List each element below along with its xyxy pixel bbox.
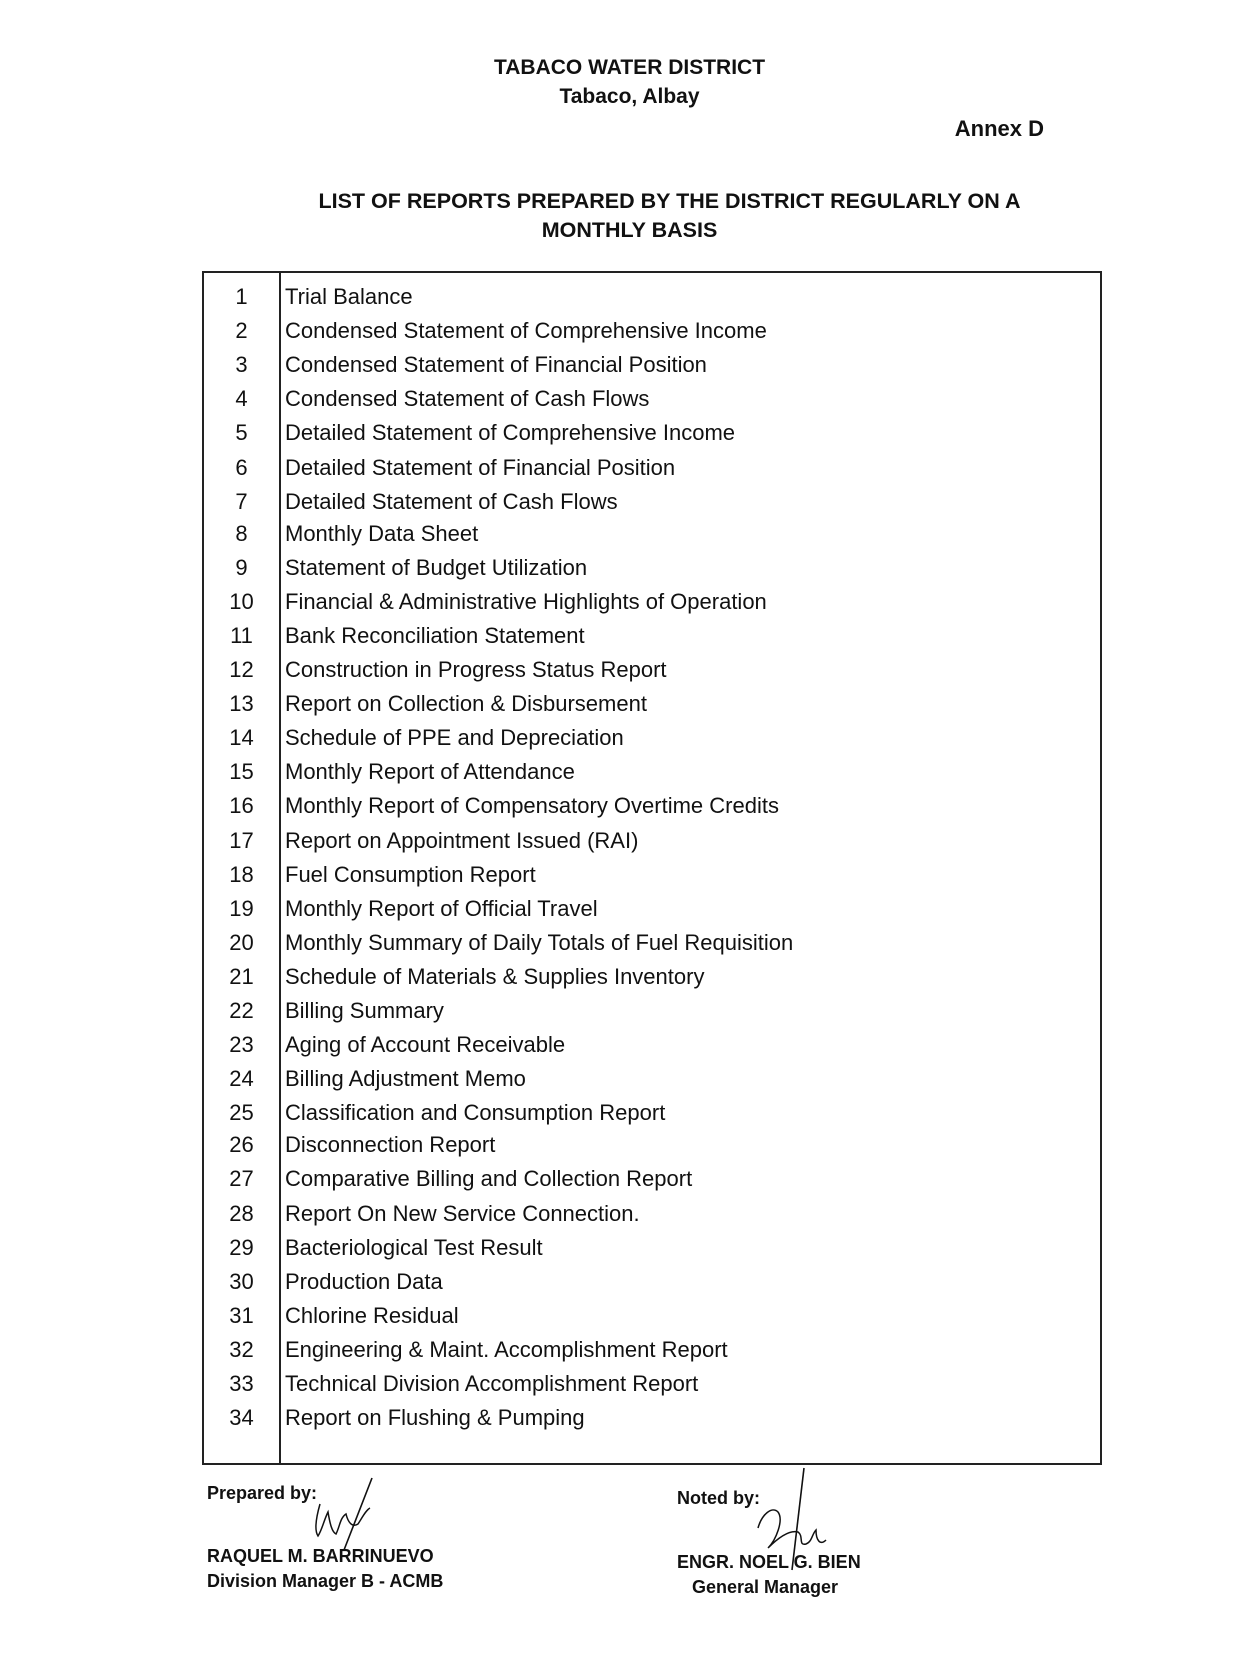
report-number: 19 [229,895,254,921]
report-number: 30 [229,1268,254,1294]
report-name: Statement of Budget Utilization [285,554,588,580]
table-row [204,1199,1100,1229]
report-name: Condensed Statement of Cash Flows [285,386,650,412]
report-number: 14 [229,725,254,751]
table-row [204,1233,1100,1263]
report-number: 11 [230,622,253,648]
report-number: 5 [235,420,248,446]
table-row [204,1301,1100,1331]
table-row [204,928,1100,958]
report-number: 24 [229,1066,254,1092]
document-title [0,187,1259,245]
report-name: Classification and Consumption Report [285,1100,666,1126]
organization-name: TABACO WATER DISTRICT [493,56,766,79]
table-row [204,996,1100,1026]
report-number: 18 [229,861,254,887]
report-name: Report on Flushing & Pumping [285,1405,585,1431]
report-name: Fuel Consumption Report [285,861,536,887]
report-name: Condensed Statement of Comprehensive Income [285,318,767,344]
noted-by-name: ENGR. NOEL G. BIEN [677,1552,861,1572]
table-row [204,826,1100,856]
report-number: 10 [229,588,254,614]
annex-label: Annex D [954,116,1044,141]
report-number: 34 [229,1405,254,1431]
table-row [204,655,1100,685]
table-row [204,316,1100,346]
report-name: Technical Division Accomplishment Report [285,1371,699,1396]
report-name: Comparative Billing and Collection Report [285,1166,693,1192]
report-name: Monthly Data Sheet [285,520,479,546]
report-number: 29 [229,1234,254,1260]
report-number: 17 [229,827,254,853]
table-row [204,1130,1100,1160]
prepared-by-position: Division Manager B - ACMB [207,1571,444,1591]
report-number: 1 [235,284,248,309]
report-number: 28 [229,1200,254,1226]
report-number: 15 [229,759,254,785]
prepared-by-label: Prepared by: [207,1483,318,1503]
table-row [204,487,1100,517]
report-name: Chlorine Residual [285,1302,459,1328]
title-line-1: LIST OF REPORTS PREPARED BY THE DISTRICT REGULARLY ON A [318,189,1021,213]
report-number: 12 [229,657,254,682]
report-number: 8 [235,520,248,546]
table-row [204,962,1100,992]
report-name: Billing Adjustment Memo [285,1066,526,1092]
report-number: 21 [229,963,254,989]
title-line-2: MONTHLY BASIS [541,218,718,242]
report-name: Engineering & Maint. Accomplishment Report [285,1336,728,1362]
report-name: Bank Reconciliation Statement [285,622,585,648]
report-name: Condensed Statement of Financial Position [285,352,707,378]
table-row [204,1403,1100,1433]
report-name: Schedule of Materials & Supplies Inventory [285,963,705,989]
table-row [204,553,1100,583]
table-row [204,384,1100,414]
table-row [204,1030,1100,1060]
report-name: Bacteriological Test Result [285,1234,543,1260]
report-name: Report On New Service Connection. [285,1200,640,1226]
report-name: Detailed Statement of Comprehensive Income [285,420,736,446]
table-row [204,791,1100,821]
report-name: Construction in Progress Status Report [285,657,667,682]
report-number: 25 [229,1100,254,1126]
report-number: 6 [235,454,248,480]
table-row [204,894,1100,924]
report-name: Aging of Account Receivable [285,1032,566,1058]
reports-table [202,271,1102,1465]
report-number: 4 [235,386,248,412]
table-row [204,453,1100,483]
table-row [204,1098,1100,1128]
table-row [204,519,1100,549]
report-number: 23 [229,1032,254,1058]
table-row [204,689,1100,719]
report-name: Monthly Report of Compensatory Overtime Credits [285,793,779,819]
table-row [204,587,1100,617]
report-number: 26 [229,1132,254,1158]
table-row [204,1369,1100,1399]
table-row [204,350,1100,380]
report-number: 27 [229,1166,254,1192]
report-name: Monthly Report of Official Travel [285,895,598,921]
report-number: 3 [235,352,248,378]
table-row [204,723,1100,753]
report-name: Billing Summary [285,998,444,1023]
report-number: 9 [235,554,248,580]
report-name: Monthly Summary of Daily Totals of Fuel Requisition [285,929,794,955]
report-number: 7 [235,488,248,514]
noted-by-label: Noted by: [677,1488,760,1508]
table-row [204,621,1100,651]
report-name: Detailed Statement of Cash Flows [285,488,618,514]
table-row [204,757,1100,787]
prepared-by-signature [300,1474,400,1554]
noted-by-position: General Manager [692,1577,839,1597]
report-number: 16 [229,793,254,819]
report-name: Detailed Statement of Financial Position [285,454,676,480]
report-name: Schedule of PPE and Depreciation [285,725,624,751]
report-name: Production Data [285,1268,443,1294]
prepared-by-name: RAQUEL M. BARRINUEVO [207,1546,434,1566]
report-name: Report on Collection & Disbursement [285,691,647,717]
organization-location: Tabaco, Albay [559,85,700,108]
table-row [204,282,1100,312]
report-name: Monthly Report of Attendance [285,759,575,785]
report-name: Report on Appointment Issued (RAI) [285,827,639,853]
report-number: 32 [229,1336,254,1362]
report-number: 31 [229,1302,254,1328]
table-row [204,1064,1100,1094]
table-row [204,1164,1100,1194]
report-name: Trial Balance [285,284,413,309]
table-row [204,860,1100,890]
report-number: 2 [235,318,248,344]
table-row [204,1335,1100,1365]
table-row [204,1267,1100,1297]
report-number: 33 [229,1371,254,1396]
report-number: 22 [229,998,254,1023]
noted-by-signature [740,1466,850,1576]
report-number: 20 [229,929,254,955]
report-number: 13 [229,691,254,717]
table-row [204,418,1100,448]
report-name: Disconnection Report [285,1132,496,1158]
report-name: Financial & Administrative Highlights of Operation [285,588,767,614]
